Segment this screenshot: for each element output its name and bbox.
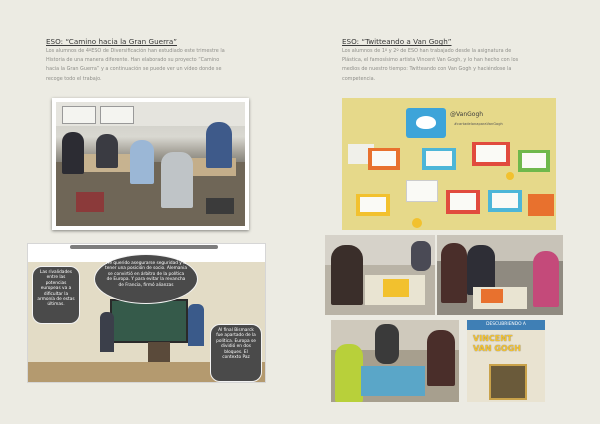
desk-figure	[148, 342, 170, 362]
bulletin-board-photo	[342, 98, 556, 230]
poster-name-line1: VINCENT	[473, 334, 513, 343]
left-body-line: hacia la Gran Guerra” y a continuación se puede ver un vídeo donde se	[46, 66, 222, 73]
comic-strip	[27, 243, 266, 383]
left-body-line: recoge todo el trabajo.	[46, 75, 102, 82]
left-heading: ESO: “Camino hacia la Gran Guerra”	[46, 37, 177, 46]
speech-bubble-left: Las rivalidades entre las potencias europeas va a dificultar la armonía de estas últimas.	[32, 266, 80, 324]
poster-banner: DESCUBRIENDO A	[467, 320, 545, 330]
classroom-photo-frame	[52, 98, 249, 230]
right-body	[342, 47, 570, 84]
students-painting-photo-3	[331, 320, 459, 402]
right-body-line: Los alumnos de 1º y 2º de ESO han trabajado desde la asignatura de	[342, 48, 512, 54]
classroom-photo	[56, 102, 245, 226]
van-gogh-poster-photo	[467, 320, 545, 402]
right-body-line: Plástica, el famosísimo artista Vincent Van Gogh, y lo han hecho con los	[342, 57, 519, 64]
twitter-hashtag: #cartadelonaparaVanGogh	[454, 122, 503, 126]
students-painting-photo-2	[437, 235, 563, 315]
speech-bubble-top: He querido asegurarse seguridad y a tener una posición de socio. Alemania se convirtió en árbitro de la política de Europa. Y para evitar la revancha de Francia, firmó alianzas	[94, 254, 198, 304]
right-body-line: medios de nuestro tiempo: Twitteando con Van Gogh y haciéndose la	[342, 66, 512, 73]
student-figure	[100, 312, 114, 352]
poster-name-line2: VAN GOGH	[473, 344, 521, 353]
left-body	[46, 47, 276, 84]
twitter-handle: @VanGogh	[450, 111, 484, 118]
right-heading: ESO: “Twitteando a Van Gogh”	[342, 37, 452, 46]
bird-icon	[416, 116, 436, 129]
student-figure	[188, 304, 204, 346]
left-body-line: Los alumnos de 4ºESO de Diversificación han estudiado este trimestre la	[46, 48, 225, 54]
portrait-icon	[489, 364, 527, 400]
students-painting-photo-1	[325, 235, 435, 315]
speech-bubble-right: Al final Bismarck fue apartado de la política. Europa se dividió en dos bloques. El contexto Paz	[210, 324, 262, 382]
left-body-line: Historia de una manera diferente. Han elaborado su proyecto “Camino	[46, 57, 220, 64]
chalkboard	[110, 299, 188, 343]
comic-top-bar	[70, 245, 218, 249]
right-body-line: competencia.	[342, 75, 376, 82]
twitter-logo-card	[406, 108, 446, 138]
